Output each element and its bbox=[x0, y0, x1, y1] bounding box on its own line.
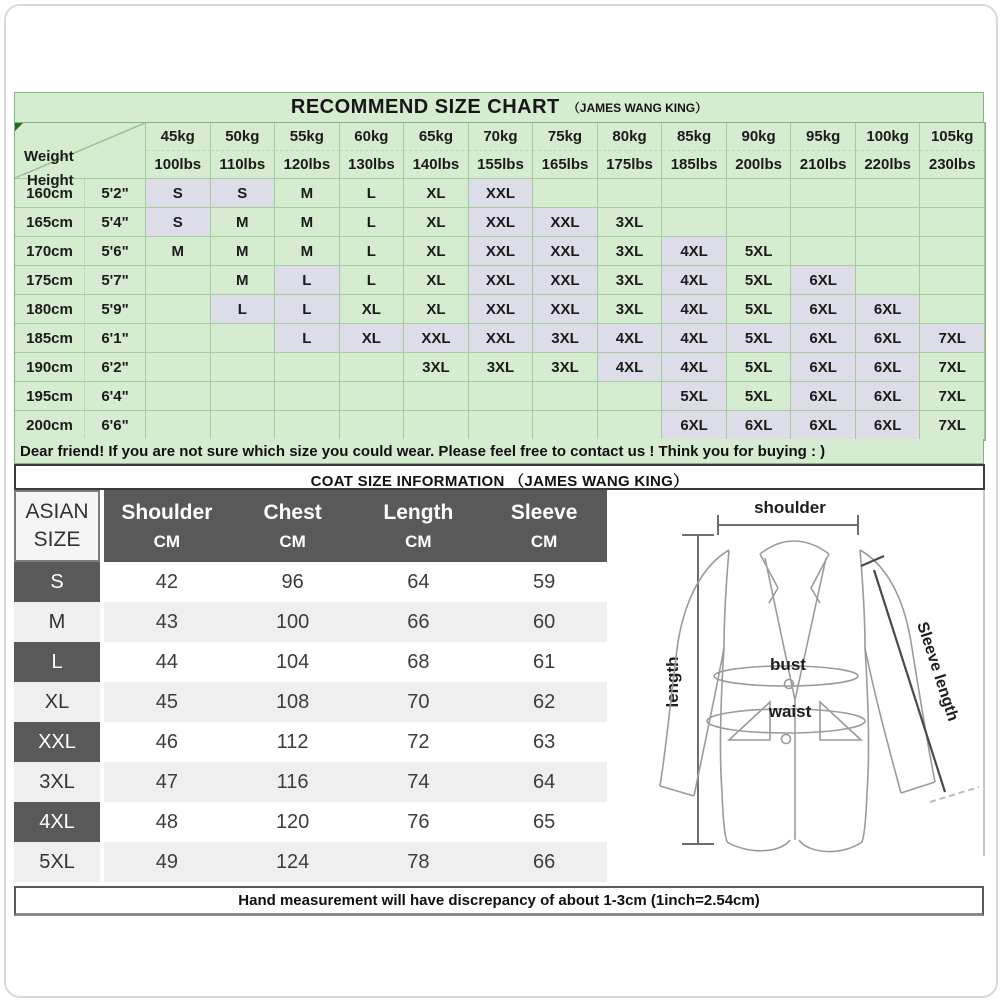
weight-lbs-header: 165lbs bbox=[533, 151, 598, 179]
weight-lbs-header: 130lbs bbox=[340, 151, 405, 179]
recommended-size-cell bbox=[211, 353, 276, 382]
recommended-size-cell: L bbox=[275, 266, 340, 295]
coat-size-value: 65 bbox=[481, 802, 607, 842]
recommended-size-cell: 6XL bbox=[856, 295, 921, 324]
shoulder-label: shoulder bbox=[754, 498, 826, 517]
recommend-chart-title bbox=[14, 92, 984, 122]
recommended-size-cell bbox=[920, 266, 985, 295]
recommended-size-cell: 4XL bbox=[662, 353, 727, 382]
coat-size-value: 64 bbox=[356, 562, 482, 602]
recommended-size-cell: XL bbox=[340, 295, 405, 324]
recommended-size-cell: 3XL bbox=[533, 324, 598, 353]
recommended-size-cell: 4XL bbox=[662, 266, 727, 295]
weight-kg-header: 50kg bbox=[211, 123, 276, 151]
coat-size-value: 112 bbox=[230, 722, 356, 762]
recommended-size-cell: XL bbox=[404, 237, 469, 266]
weight-kg-header: 95kg bbox=[791, 123, 856, 151]
recommended-size-cell bbox=[340, 382, 405, 411]
recommended-size-cell: 4XL bbox=[598, 324, 663, 353]
recommended-size-cell bbox=[533, 179, 598, 208]
recommended-size-cell bbox=[275, 411, 340, 440]
recommended-size-cell bbox=[598, 411, 663, 440]
recommended-size-cell: 6XL bbox=[791, 324, 856, 353]
recommended-size-cell: S bbox=[146, 179, 211, 208]
coat-column-name: Sleeve bbox=[510, 500, 578, 524]
coat-size-value: 108 bbox=[230, 682, 356, 722]
recommended-size-cell: 5XL bbox=[727, 295, 792, 324]
recommended-size-cell bbox=[856, 266, 921, 295]
coat-size-label: 4XL bbox=[14, 802, 100, 842]
weight-kg-header: 100kg bbox=[856, 123, 921, 151]
coat-size-value: 61 bbox=[481, 642, 607, 682]
recommended-size-cell bbox=[469, 411, 534, 440]
bust-label: bust bbox=[770, 655, 806, 674]
recommended-size-cell: 7XL bbox=[920, 411, 985, 440]
height-cm-label: 165cm bbox=[15, 208, 85, 237]
coat-size-label: S bbox=[14, 562, 100, 602]
recommended-size-cell bbox=[146, 353, 211, 382]
height-cm-label: 200cm bbox=[15, 411, 85, 440]
recommended-size-cell: L bbox=[340, 237, 405, 266]
height-ft-label: 5'9" bbox=[85, 295, 146, 324]
coat-size-value: 43 bbox=[104, 602, 230, 642]
coat-column-unit: CM bbox=[405, 531, 432, 551]
recommended-size-cell bbox=[340, 353, 405, 382]
weight-kg-header: 45kg bbox=[146, 123, 211, 151]
weight-lbs-header: 175lbs bbox=[598, 151, 663, 179]
recommended-size-cell bbox=[404, 411, 469, 440]
weight-lbs-header: 100lbs bbox=[146, 151, 211, 179]
recommended-size-cell: XL bbox=[404, 266, 469, 295]
recommended-size-cell: XL bbox=[340, 324, 405, 353]
recommended-size-cell: 6XL bbox=[727, 411, 792, 440]
recommended-size-cell bbox=[727, 179, 792, 208]
recommended-size-cell: 3XL bbox=[598, 266, 663, 295]
corner-height-label: Height bbox=[27, 172, 74, 189]
weight-height-corner-cell bbox=[15, 123, 146, 189]
recommended-size-cell: 4XL bbox=[662, 324, 727, 353]
weight-size-grid bbox=[14, 122, 986, 441]
recommended-size-cell: M bbox=[211, 266, 276, 295]
recommended-size-cell bbox=[533, 382, 598, 411]
coat-size-label: L bbox=[14, 642, 100, 682]
recommended-size-cell: L bbox=[340, 266, 405, 295]
coat-size-value: 45 bbox=[104, 682, 230, 722]
recommended-size-cell: 3XL bbox=[533, 353, 598, 382]
coat-column-header bbox=[481, 490, 607, 562]
recommended-size-cell: XL bbox=[404, 208, 469, 237]
coat-size-value: 116 bbox=[230, 762, 356, 802]
recommended-size-cell bbox=[920, 295, 985, 324]
coat-size-value: 104 bbox=[230, 642, 356, 682]
recommended-size-cell: L bbox=[275, 324, 340, 353]
recommended-size-cell: 5XL bbox=[727, 382, 792, 411]
recommended-size-cell: XXL bbox=[533, 295, 598, 324]
coat-size-value: 124 bbox=[230, 842, 356, 882]
recommended-size-cell bbox=[662, 208, 727, 237]
recommended-size-cell: 6XL bbox=[856, 411, 921, 440]
recommended-size-cell: XXL bbox=[469, 266, 534, 295]
coat-column-header bbox=[356, 490, 482, 562]
recommended-size-cell: XXL bbox=[469, 237, 534, 266]
coat-size-label: 5XL bbox=[14, 842, 100, 882]
recommended-size-cell: L bbox=[275, 295, 340, 324]
weight-kg-header: 75kg bbox=[533, 123, 598, 151]
recommended-size-cell: XXL bbox=[533, 237, 598, 266]
coat-size-label: XXL bbox=[14, 722, 100, 762]
shoulder-measure-line bbox=[718, 515, 858, 535]
coat-size-value: 49 bbox=[104, 842, 230, 882]
height-ft-label: 6'4" bbox=[85, 382, 146, 411]
recommended-size-cell: 6XL bbox=[791, 411, 856, 440]
recommended-size-cell: 5XL bbox=[727, 266, 792, 295]
recommended-size-cell bbox=[146, 411, 211, 440]
coat-size-value: 60 bbox=[481, 602, 607, 642]
recommended-size-cell bbox=[275, 353, 340, 382]
recommended-size-cell: 6XL bbox=[791, 353, 856, 382]
coat-size-value: 48 bbox=[104, 802, 230, 842]
height-cm-label: 160cm bbox=[15, 179, 85, 208]
coat-column-unit: CM bbox=[279, 531, 306, 551]
coat-size-value: 100 bbox=[230, 602, 356, 642]
recommended-size-cell bbox=[791, 179, 856, 208]
coat-size-value: 64 bbox=[481, 762, 607, 802]
coat-size-value: 59 bbox=[481, 562, 607, 602]
recommended-size-cell: L bbox=[340, 179, 405, 208]
jacket-outline bbox=[660, 541, 935, 852]
weight-kg-header: 90kg bbox=[727, 123, 792, 151]
coat-size-title: COAT SIZE INFORMATION （JAMES WANG KING） bbox=[14, 464, 985, 490]
recommended-size-cell: M bbox=[146, 237, 211, 266]
coat-size-value: 68 bbox=[356, 642, 482, 682]
height-cm-label: 190cm bbox=[15, 353, 85, 382]
height-ft-label: 6'6" bbox=[85, 411, 146, 440]
recommended-size-cell bbox=[920, 208, 985, 237]
recommended-size-cell bbox=[275, 382, 340, 411]
recommended-size-cell bbox=[598, 382, 663, 411]
coat-size-value: 47 bbox=[104, 762, 230, 802]
recommended-size-cell bbox=[791, 237, 856, 266]
height-ft-label: 5'4" bbox=[85, 208, 146, 237]
jacket-diagram-svg bbox=[632, 490, 985, 858]
recommended-size-cell: XXL bbox=[533, 208, 598, 237]
recommended-size-cell: M bbox=[275, 179, 340, 208]
recommended-size-cell: XXL bbox=[533, 266, 598, 295]
recommended-size-cell: 7XL bbox=[920, 353, 985, 382]
recommended-size-cell: 6XL bbox=[856, 324, 921, 353]
weight-lbs-header: 140lbs bbox=[404, 151, 469, 179]
asian-size-line2: SIZE bbox=[33, 528, 81, 551]
height-cm-label: 170cm bbox=[15, 237, 85, 266]
recommended-size-cell: M bbox=[275, 237, 340, 266]
waist-label: waist bbox=[768, 702, 812, 721]
recommended-size-cell bbox=[146, 382, 211, 411]
height-ft-label: 6'1" bbox=[85, 324, 146, 353]
corner-weight-label: Weight bbox=[24, 148, 74, 165]
weight-lbs-header: 220lbs bbox=[856, 151, 921, 179]
recommended-size-cell: XXL bbox=[404, 324, 469, 353]
recommended-size-cell: 3XL bbox=[598, 208, 663, 237]
recommended-size-cell bbox=[662, 179, 727, 208]
recommended-size-cell: 3XL bbox=[469, 353, 534, 382]
coat-size-value: 76 bbox=[356, 802, 482, 842]
height-cm-label: 185cm bbox=[15, 324, 85, 353]
coat-size-value: 66 bbox=[356, 602, 482, 642]
height-cm-label: 175cm bbox=[15, 266, 85, 295]
recommended-size-cell: 6XL bbox=[791, 266, 856, 295]
recommended-size-cell: XXL bbox=[469, 208, 534, 237]
sleeve-length-label: Sleeve length bbox=[913, 619, 962, 724]
recommended-size-cell bbox=[533, 411, 598, 440]
coat-size-label: M bbox=[14, 602, 100, 642]
coat-size-value: 96 bbox=[230, 562, 356, 602]
recommended-size-cell bbox=[146, 324, 211, 353]
recommended-size-cell: 3XL bbox=[598, 237, 663, 266]
asian-size-corner bbox=[14, 490, 100, 562]
recommended-size-cell: 3XL bbox=[404, 353, 469, 382]
recommended-size-cell: 6XL bbox=[791, 382, 856, 411]
height-ft-label: 5'7" bbox=[85, 266, 146, 295]
recommended-size-cell: 5XL bbox=[727, 324, 792, 353]
jacket-diagram bbox=[632, 490, 985, 858]
recommended-size-cell bbox=[856, 237, 921, 266]
recommended-size-cell: 6XL bbox=[662, 411, 727, 440]
coat-column-name: Chest bbox=[263, 500, 322, 524]
weight-kg-header: 55kg bbox=[275, 123, 340, 151]
recommended-size-cell bbox=[920, 179, 985, 208]
coat-size-value: 70 bbox=[356, 682, 482, 722]
recommended-size-cell bbox=[791, 208, 856, 237]
length-label: length bbox=[663, 656, 682, 708]
recommended-size-cell: XXL bbox=[469, 295, 534, 324]
weight-kg-header: 80kg bbox=[598, 123, 663, 151]
height-ft-label: 6'2" bbox=[85, 353, 146, 382]
weight-lbs-header: 230lbs bbox=[920, 151, 985, 179]
coat-size-label: 3XL bbox=[14, 762, 100, 802]
recommended-size-cell: 4XL bbox=[598, 353, 663, 382]
coat-size-label: XL bbox=[14, 682, 100, 722]
height-cm-label: 195cm bbox=[15, 382, 85, 411]
recommended-size-cell: L bbox=[211, 295, 276, 324]
height-cm-label: 180cm bbox=[15, 295, 85, 324]
coat-size-value: 78 bbox=[356, 842, 482, 882]
recommended-size-cell: 3XL bbox=[598, 295, 663, 324]
friend-note: Dear friend! If you are not sure which size you could wear. Please feel free to contact us ! Think you for buying : ) bbox=[14, 439, 984, 464]
recommended-size-cell bbox=[856, 179, 921, 208]
recommended-size-cell bbox=[727, 208, 792, 237]
weight-kg-header: 70kg bbox=[469, 123, 534, 151]
weight-lbs-header: 185lbs bbox=[662, 151, 727, 179]
measurement-disclaimer: Hand measurement will have discrepancy of about 1-3cm (1inch=2.54cm) bbox=[14, 886, 984, 916]
corner-marker bbox=[15, 123, 23, 131]
weight-kg-header: 105kg bbox=[920, 123, 985, 151]
recommended-size-cell bbox=[211, 324, 276, 353]
coat-size-value: 42 bbox=[104, 562, 230, 602]
recommended-size-cell: S bbox=[146, 208, 211, 237]
recommend-chart-title-text: RECOMMEND SIZE CHART bbox=[290, 96, 560, 118]
recommended-size-cell: M bbox=[275, 208, 340, 237]
coat-size-value: 120 bbox=[230, 802, 356, 842]
coat-size-value: 72 bbox=[356, 722, 482, 762]
recommended-size-cell bbox=[404, 382, 469, 411]
sleeve-measure-end-hatch bbox=[930, 787, 979, 802]
recommended-size-cell: XXL bbox=[469, 179, 534, 208]
recommended-size-cell bbox=[920, 237, 985, 266]
weight-lbs-header: 110lbs bbox=[211, 151, 276, 179]
coat-size-grid bbox=[14, 490, 607, 882]
recommended-size-cell: S bbox=[211, 179, 276, 208]
coat-column-name: Shoulder bbox=[121, 500, 213, 524]
asian-size-line1: ASIAN bbox=[25, 499, 89, 523]
coat-size-value: 44 bbox=[104, 642, 230, 682]
weight-kg-header: 85kg bbox=[662, 123, 727, 151]
recommended-size-cell: XL bbox=[404, 295, 469, 324]
coat-size-value: 62 bbox=[481, 682, 607, 722]
weight-lbs-header: 120lbs bbox=[275, 151, 340, 179]
recommended-size-cell: L bbox=[340, 208, 405, 237]
coat-column-header bbox=[104, 490, 230, 562]
recommended-size-cell bbox=[340, 411, 405, 440]
recommended-size-cell bbox=[146, 295, 211, 324]
recommended-size-cell bbox=[211, 411, 276, 440]
weight-lbs-header: 155lbs bbox=[469, 151, 534, 179]
recommended-size-cell: 5XL bbox=[727, 237, 792, 266]
weight-kg-header: 60kg bbox=[340, 123, 405, 151]
recommended-size-cell: 6XL bbox=[856, 353, 921, 382]
coat-column-unit: CM bbox=[153, 531, 181, 551]
recommended-size-cell: 5XL bbox=[662, 382, 727, 411]
recommended-size-cell: XXL bbox=[469, 324, 534, 353]
recommended-size-cell: XL bbox=[404, 179, 469, 208]
coat-column-name: Length bbox=[383, 500, 454, 524]
recommend-chart-title-note: （JAMES WANG KING） bbox=[567, 101, 708, 115]
recommended-size-cell bbox=[856, 208, 921, 237]
height-ft-label: 5'2" bbox=[85, 179, 146, 208]
recommended-size-cell: M bbox=[211, 208, 276, 237]
recommended-size-cell: 4XL bbox=[662, 295, 727, 324]
coat-size-value: 66 bbox=[481, 842, 607, 882]
coat-column-unit: CM bbox=[530, 531, 558, 551]
weight-lbs-header: 200lbs bbox=[727, 151, 792, 179]
recommended-size-cell: 6XL bbox=[856, 382, 921, 411]
coat-size-value: 74 bbox=[356, 762, 482, 802]
recommended-size-cell: 4XL bbox=[662, 237, 727, 266]
recommended-size-cell bbox=[598, 179, 663, 208]
weight-lbs-header: 210lbs bbox=[791, 151, 856, 179]
recommended-size-cell: M bbox=[211, 237, 276, 266]
recommended-size-cell: 7XL bbox=[920, 382, 985, 411]
recommended-size-cell bbox=[469, 382, 534, 411]
recommended-size-cell bbox=[146, 266, 211, 295]
weight-kg-header: 65kg bbox=[404, 123, 469, 151]
coat-size-value: 46 bbox=[104, 722, 230, 762]
recommended-size-cell: 7XL bbox=[920, 324, 985, 353]
recommended-size-cell: 6XL bbox=[791, 295, 856, 324]
recommended-size-cell bbox=[211, 382, 276, 411]
height-ft-label: 5'6" bbox=[85, 237, 146, 266]
recommended-size-cell: 5XL bbox=[727, 353, 792, 382]
coat-size-value: 63 bbox=[481, 722, 607, 762]
coat-column-header bbox=[230, 490, 356, 562]
